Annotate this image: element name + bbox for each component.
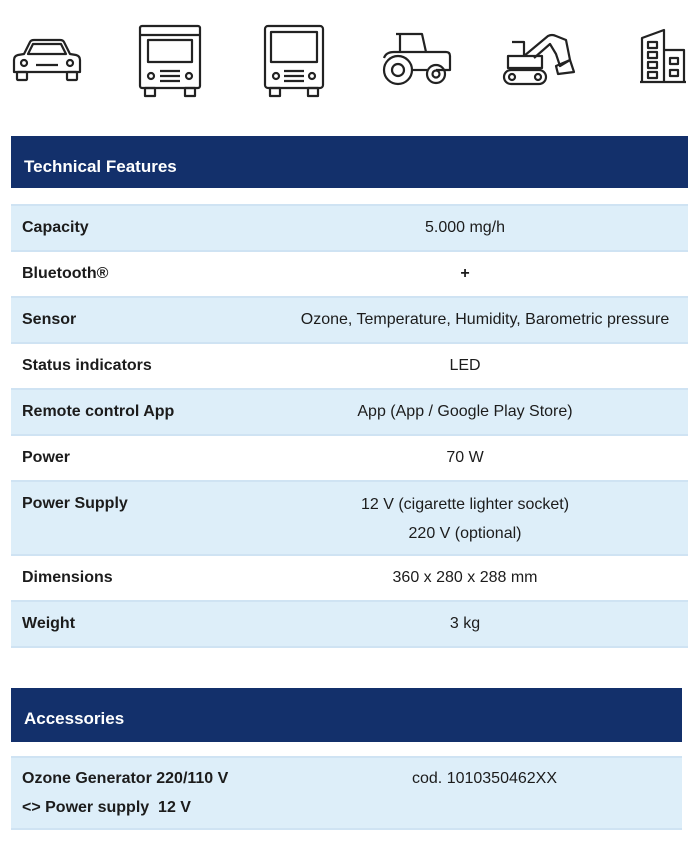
table-row bbox=[11, 602, 688, 648]
section-title: Technical Features bbox=[24, 157, 177, 176]
truck-icon bbox=[136, 23, 204, 99]
value-line: 220 V (optional) bbox=[408, 525, 522, 542]
row-value: 70 W bbox=[446, 449, 484, 466]
row-label: Remote control App bbox=[22, 403, 175, 420]
row-value: 360 x 280 x 288 mm bbox=[392, 569, 538, 586]
row-label: Bluetooth® bbox=[22, 265, 109, 282]
row-label: Capacity bbox=[22, 219, 89, 236]
table-row bbox=[11, 344, 688, 390]
row-value: + bbox=[460, 265, 470, 282]
table-row bbox=[11, 436, 688, 482]
table-row bbox=[11, 298, 688, 344]
application-icons bbox=[0, 18, 693, 102]
row-label: Dimensions bbox=[22, 569, 113, 586]
row-label: Status indicators bbox=[22, 357, 152, 374]
tractor-icon bbox=[380, 30, 454, 88]
row-value: App (App / Google Play Store) bbox=[357, 403, 573, 420]
row-label bbox=[11, 758, 282, 822]
building-icon bbox=[638, 28, 688, 86]
accessories-table bbox=[11, 688, 682, 830]
row-label: Power bbox=[22, 449, 71, 466]
value-line: 12 V (cigarette lighter socket) bbox=[360, 496, 570, 513]
table-row bbox=[11, 482, 688, 556]
row-label: Weight bbox=[22, 615, 76, 632]
table-row bbox=[11, 556, 688, 602]
car-icon bbox=[10, 36, 84, 84]
excavator-icon bbox=[500, 30, 576, 88]
row-label: Power Supply bbox=[22, 495, 128, 512]
row-label: Sensor bbox=[22, 311, 77, 328]
label-line: Ozone Generator 220/110 V bbox=[22, 770, 229, 787]
label-line: <> Power supply 12 V bbox=[22, 799, 191, 816]
row-value: LED bbox=[449, 357, 481, 374]
table-row bbox=[11, 252, 688, 298]
row-value: 3 kg bbox=[449, 615, 481, 632]
row-value bbox=[242, 482, 688, 554]
table-row bbox=[11, 758, 682, 830]
row-value: 5.000 mg/h bbox=[424, 219, 506, 236]
section-title: Accessories bbox=[24, 709, 125, 728]
technical-features-table bbox=[11, 136, 688, 648]
section-header bbox=[11, 136, 688, 188]
table-row bbox=[11, 206, 688, 252]
bus-icon bbox=[262, 23, 326, 99]
row-value: cod. 1010350462XX bbox=[412, 770, 558, 787]
section-header bbox=[11, 688, 682, 742]
table-row bbox=[11, 390, 688, 436]
row-value: Ozone, Temperature, Humidity, Barometric pressure bbox=[300, 311, 670, 328]
